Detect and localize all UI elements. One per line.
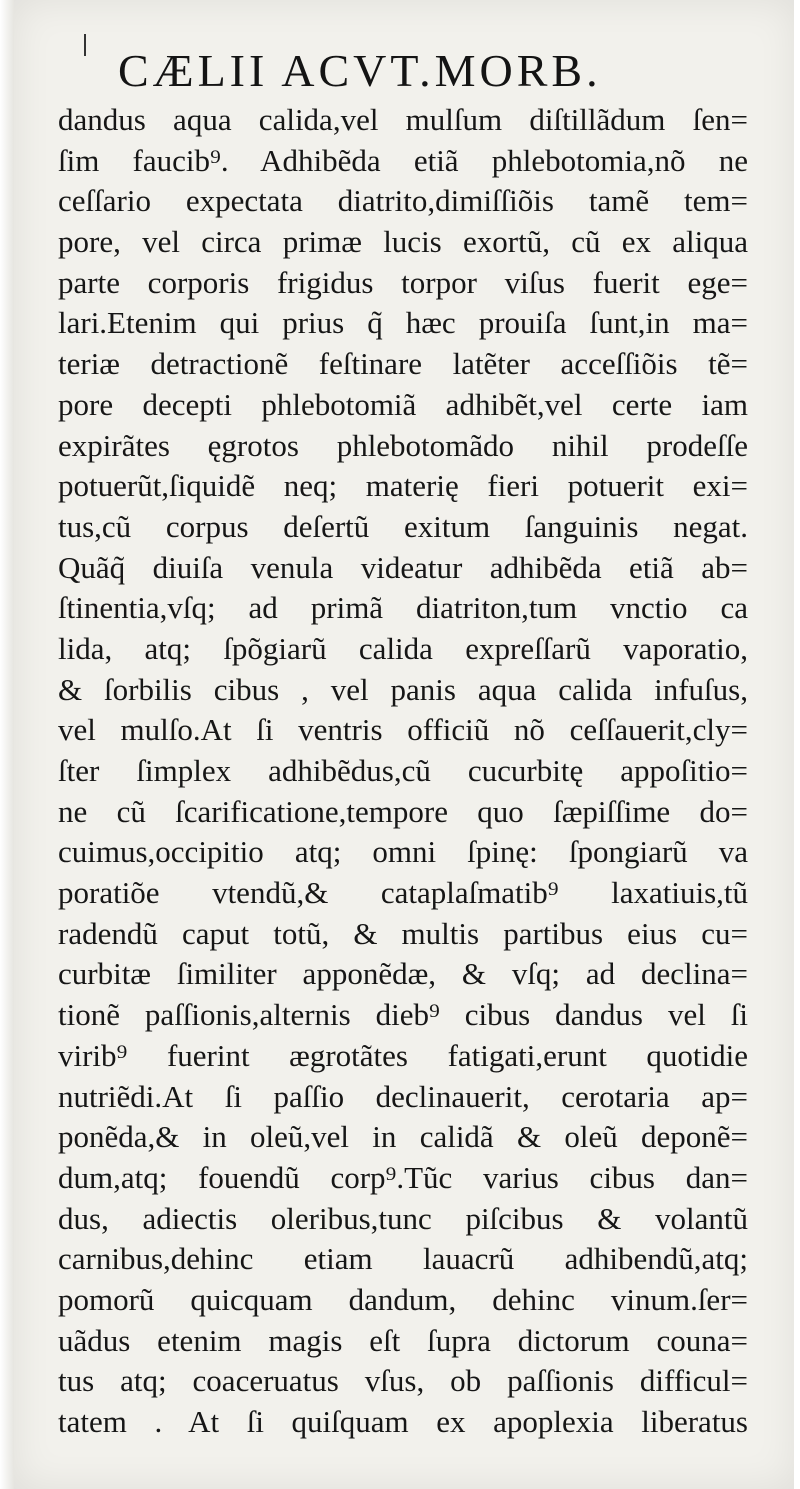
text-line: Quãq̃ diuiſa venula videatur adhibẽda etiã ab= bbox=[58, 549, 748, 585]
text-line: dus, adiectis oleribus,tunc piſcibus & volantũ bbox=[58, 1200, 748, 1236]
text-line: tus atq; coaceruatus vſus, ob paſſionis difficul= bbox=[58, 1363, 748, 1399]
text-line: lida, atq; ſpõgiarũ calida expreſſarũ vaporatio, bbox=[58, 630, 748, 666]
text-line: carnibus,dehinc etiam lauacrũ adhibendũ,atq; bbox=[58, 1241, 748, 1277]
text-line: dandus aqua calida,vel mulſum diſtillãdum ſen= bbox=[58, 102, 748, 137]
body-text bbox=[58, 100, 748, 1443]
page-left-margin bbox=[0, 0, 14, 1489]
text-line: vel mulſo.At ſi ventris officiũ nõ ceſſauerit,cly= bbox=[58, 712, 748, 748]
text-line: pomorũ quicquam dandum, dehinc vinum.ſer= bbox=[58, 1281, 748, 1317]
text-line: tionẽ paſſionis,alternis dieb⁹ cibus dandus vel ſi bbox=[58, 997, 748, 1033]
text-line: uãdus etenim magis eſt ſupra dictorum couna= bbox=[58, 1322, 748, 1358]
text-line: ſter ſimplex adhibẽdus,cũ cucurbitę appoſitio= bbox=[58, 753, 748, 788]
text-line: nutriẽdi.At ſi paſſio declinauerit, cerotaria ap= bbox=[58, 1078, 748, 1114]
text-line: ſim faucib⁹. Adhibẽda etiã phlebotomia,nõ ne bbox=[58, 142, 748, 178]
page-right-margin bbox=[794, 0, 800, 1489]
text-line: parte corporis frigidus torpor viſus fuerit ege= bbox=[58, 264, 748, 300]
text-line: ceſſario expectata diatrito,dimiſſiõis tamẽ tem= bbox=[58, 183, 748, 219]
text-line: lari.Etenim qui prius q̃ hæc prouiſa ſunt,in ma= bbox=[58, 305, 748, 341]
text-line: curbitæ ſimiliter apponẽdæ, & vſq; ad declina= bbox=[58, 956, 748, 992]
text-line: expirãtes ęgrotos phlebotomãdo nihil prodeſſe bbox=[58, 427, 748, 463]
running-head: CÆLII ACVT.MORB. bbox=[118, 45, 602, 96]
text-line: pore decepti phlebotomiã adhibẽt,vel certe iam bbox=[58, 386, 748, 422]
text-line: ſtinentia,vſq; ad primã diatriton,tum vnctio ca bbox=[58, 590, 748, 626]
text-line: tus,cũ corpus deſertũ exitum ſanguinis negat. bbox=[58, 508, 748, 544]
text-line: radendũ caput totũ, & multis partibus eius cu= bbox=[58, 915, 748, 951]
text-line: ne cũ ſcarificatione,tempore quo ſæpiſſime do= bbox=[58, 793, 748, 829]
text-line: poratiõe vtendũ,& cataplaſmatib⁹ laxatiuis,tũ bbox=[58, 875, 748, 911]
text-line: ponẽda,& in oleũ,vel in calidã & oleũ deponẽ= bbox=[58, 1119, 748, 1155]
text-line: virib⁹ fuerint ægrotãtes fatigati,erunt quotidie bbox=[58, 1037, 748, 1073]
text-line: cuimus,occipitio atq; omni ſpinę: ſpongiarũ va bbox=[58, 834, 748, 870]
text-line: dum,atq; fouendũ corp⁹.Tũc varius cibus dan= bbox=[58, 1159, 748, 1195]
text-line: & ſorbilis cibus , vel panis aqua calida infuſus, bbox=[58, 671, 748, 707]
text-line: tatem . At ſi quiſquam ex apoplexia liberatus bbox=[58, 1404, 748, 1439]
text-line: pore, vel circa primæ lucis exortũ, cũ ex aliqua bbox=[58, 224, 748, 260]
text-line: potuerũt,ſiquidẽ neq; materię fieri potuerit exi= bbox=[58, 468, 748, 504]
ink-mark bbox=[84, 34, 86, 56]
text-line: teriæ detractionẽ feſtinare latẽter acceſſiõis tẽ= bbox=[58, 346, 748, 382]
